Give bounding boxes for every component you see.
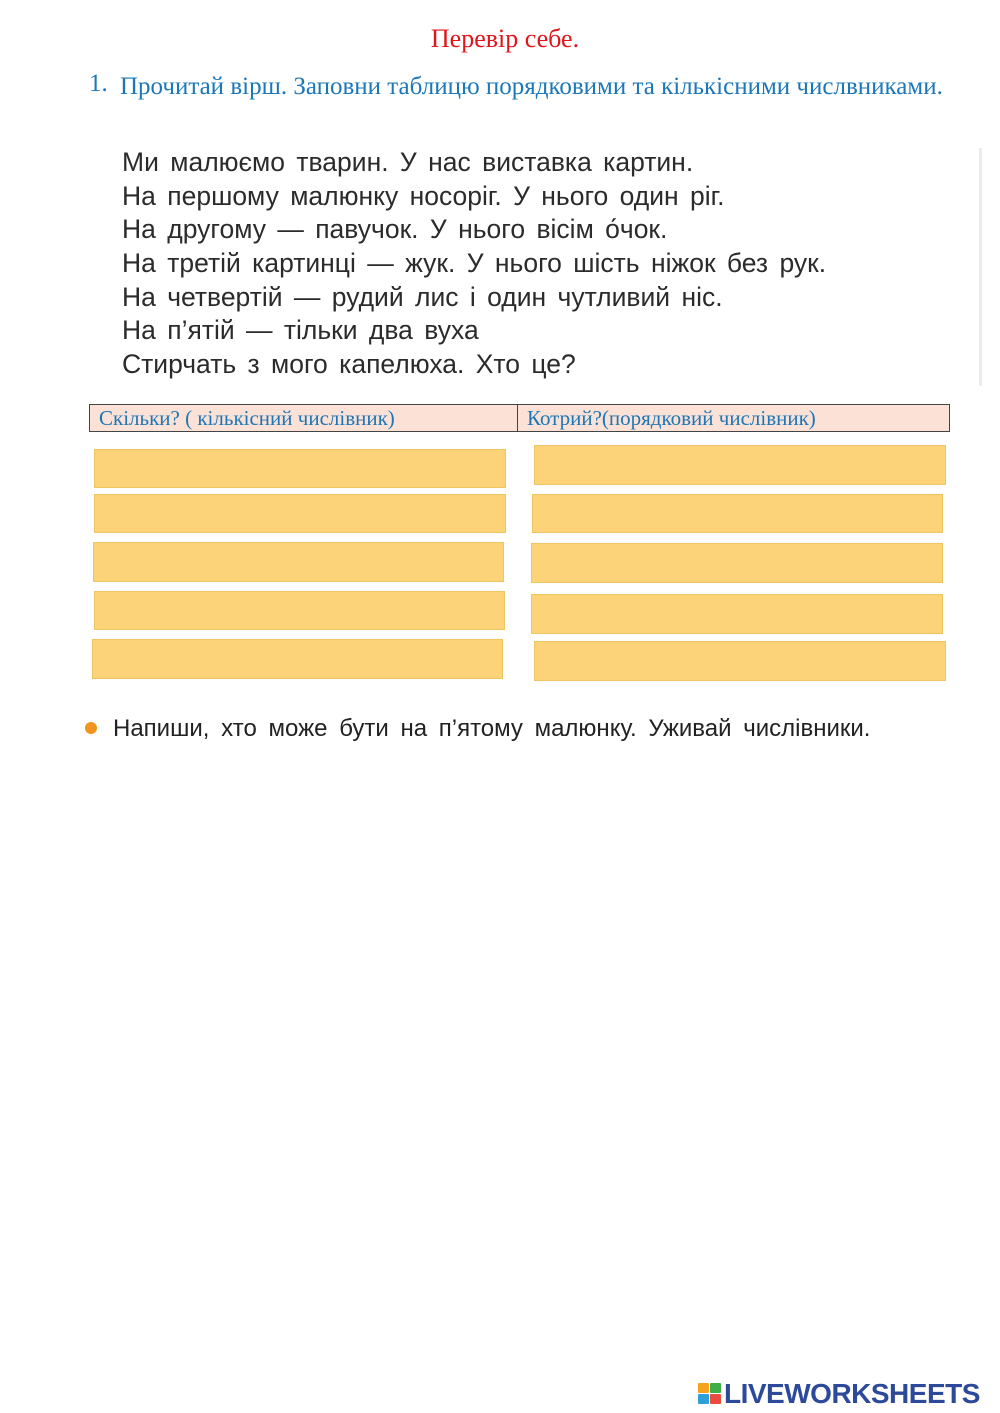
answer-field-ordinal-1[interactable]	[534, 445, 946, 485]
page-edge-divider	[979, 148, 982, 386]
poem-line: На третій картинці — жук. У нього шість ніжок без рук.	[122, 248, 827, 279]
poem-line: На другому — павучок. У нього вісім о́чок.	[122, 214, 668, 245]
table-header	[89, 404, 950, 432]
answer-field-ordinal-3[interactable]	[531, 543, 943, 583]
poem-line: Стирчать з мого капелюха. Хто це?	[122, 349, 576, 380]
answer-field-quantity-2[interactable]	[94, 494, 506, 533]
header-ordinal: Котрий?(порядковий числівник)	[527, 406, 816, 430]
bullet-task: Напиши, хто може бути на п’ятому малюнку. Уживай числівники.	[113, 715, 871, 742]
header-divider	[517, 405, 518, 431]
poem-line: На четвертій — рудий лис і один чутливий ніс.	[122, 281, 723, 312]
page-title: Перевір себе.	[430, 24, 580, 53]
header-quantity: Скільки? ( кількісний числівник)	[99, 406, 395, 430]
answer-field-ordinal-4[interactable]	[531, 594, 943, 634]
answer-field-quantity-5[interactable]	[92, 639, 503, 679]
answer-field-quantity-3[interactable]	[93, 542, 504, 582]
liveworksheets-logo-icon	[698, 1383, 722, 1405]
answer-field-ordinal-2[interactable]	[532, 494, 943, 533]
logo-text: LIVEWORKSHEETS	[724, 1378, 980, 1409]
answer-field-quantity-4[interactable]	[94, 591, 505, 630]
poem-line: На першому малюнку носоріг. У нього один ріг.	[122, 180, 725, 211]
answer-field-ordinal-5[interactable]	[534, 641, 946, 681]
poem	[122, 146, 826, 382]
bullet-dot-icon	[85, 722, 97, 734]
task-number: 1.	[89, 70, 108, 97]
poem-line: На п’ятій — тільки два вуха	[122, 315, 479, 346]
answer-field-quantity-1[interactable]	[94, 449, 506, 488]
poem-line: Ми малюємо тварин. У нас виставка картин.	[122, 147, 694, 177]
task-instruction: Прочитай вірш. Заповни таблицю порядковими та кількісними числвниками.	[120, 73, 943, 100]
